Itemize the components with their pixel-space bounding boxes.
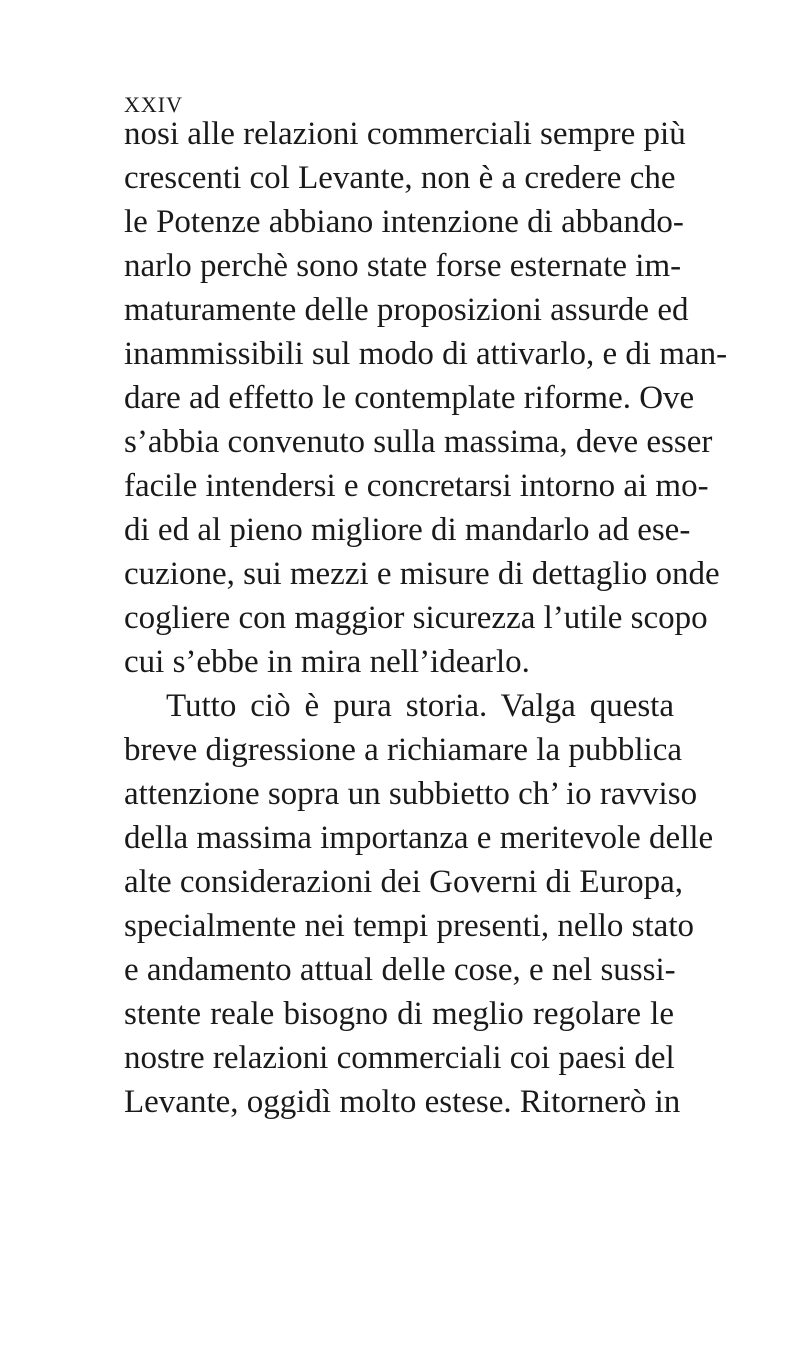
text-line: inammissibili sul modo di attivarlo, e di man- [124, 336, 728, 372]
text-line: nostre relazioni commerciali coi paesi del [124, 1040, 675, 1076]
text-line: nosi alle relazioni commerciali sempre più [124, 116, 686, 152]
text-line: maturamente delle proposizioni assurde ed [124, 292, 689, 328]
text-line: della massima importanza e meritevole delle [124, 820, 714, 856]
text-line: cogliere con maggior sicurezza l’utile scopo [124, 600, 708, 636]
text-line: le Potenze abbiano intenzione di abbando- [124, 204, 684, 240]
text-line: specialmente nei tempi presenti, nello stato [124, 908, 694, 944]
text-line: attenzione sopra un subbietto ch’ io ravviso [124, 776, 698, 812]
text-line: e andamento attual delle cose, e nel sussi- [124, 952, 676, 988]
text-line: Levante, oggidì molto estese. Ritornerò in [124, 1084, 681, 1120]
text-line: alte considerazioni dei Governi di Europa, [124, 864, 683, 900]
paragraph-end-line: cui s’ebbe in mira nell’idearlo. [124, 644, 530, 680]
text-line: narlo perchè sono state forse esternate im- [124, 248, 682, 284]
page-number: XXIV [124, 92, 183, 117]
text-line: dare ad effetto le contemplate riforme. Ove [124, 380, 695, 416]
text-line: stente reale bisogno di meglio regolare le [124, 996, 674, 1032]
text-line: di ed al pieno migliore di mandarlo ad ese- [124, 512, 691, 548]
paragraph-start-line: Tutto ciò è pura storia. Valga questa [166, 688, 674, 724]
text-line: s’abbia convenuto sulla massima, deve esser [124, 424, 713, 460]
text-line: facile intendersi e concretarsi intorno ai mo- [124, 468, 709, 504]
body-text [124, 112, 728, 1124]
text-line: cuzione, sui mezzi e misure di dettaglio onde [124, 556, 720, 592]
text-line: breve digressione a richiamare la pubblica [124, 732, 683, 768]
text-line: crescenti col Levante, non è a credere che [124, 160, 676, 196]
